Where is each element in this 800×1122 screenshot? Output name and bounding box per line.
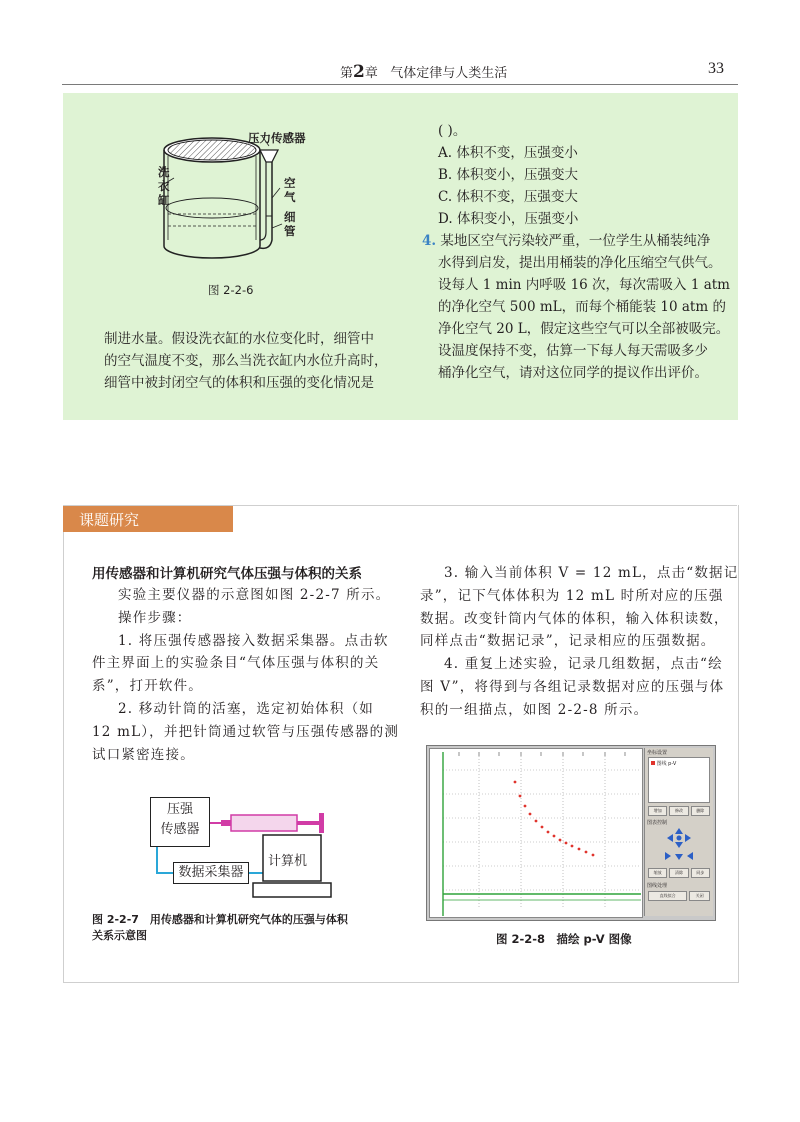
- text-line: 实验主要仪器的示意图如图 2-2-7 所示。: [118, 587, 391, 603]
- data-point: [578, 848, 581, 851]
- chapter-suffix: 章: [364, 66, 378, 81]
- caption-line: 图 2-2-7 用传感器和计算机研究气体的压强与体积: [92, 913, 348, 926]
- project-right-text: [420, 562, 738, 722]
- label-air-char: 气: [284, 190, 296, 204]
- tub-bottom: [164, 246, 260, 258]
- text-line: 操作步骤：: [118, 609, 192, 626]
- series-label: 图线 p-V: [656, 761, 677, 767]
- label-tub-char: 衣: [158, 179, 170, 193]
- box-label: 传感器: [160, 822, 200, 837]
- text-line: 某地区空气污染较严重，一位学生从桶装纯净: [440, 233, 711, 249]
- tub-lid: [168, 140, 256, 160]
- button-row-1: [648, 806, 710, 816]
- option-c: C. 体积不变，压强变大: [438, 189, 578, 205]
- caption-line: 关系示意图: [92, 929, 147, 942]
- label-tub: [158, 165, 172, 207]
- text-line: 水得到启发，提出用桶装的净化压缩空气供气。: [438, 255, 722, 271]
- caption-figure-2-2-7: [92, 912, 348, 944]
- data-collector-box: 数据采集器: [173, 862, 249, 884]
- data-point: [547, 831, 550, 834]
- figure-2-2-8-screenshot: [426, 745, 716, 921]
- arrow-down-icon[interactable]: [675, 842, 683, 848]
- series-list[interactable]: [648, 757, 710, 803]
- text-line: 的净化空气 500 mL，而每个桶能装 10 atm 的: [438, 299, 726, 315]
- syringe-plunger-head: [319, 813, 324, 833]
- arrow-up-icon[interactable]: [675, 828, 683, 834]
- thin-tube-inner: [260, 162, 266, 240]
- label-tub-char: 缸: [158, 193, 170, 207]
- leader-tube: [272, 224, 282, 228]
- data-point: [553, 835, 556, 838]
- project-title: 用传感器和计算机研究气体压强与体积的关系: [92, 566, 362, 582]
- data-point: [565, 842, 568, 845]
- text-line: 制进水量。假设洗衣缸的水位变化时，细管中: [104, 331, 374, 347]
- figure-2-2-6: [150, 128, 330, 280]
- panel-title: 坐标设置: [647, 750, 668, 756]
- syringe-plunger-rod: [297, 821, 319, 825]
- text-line: 12 mL），并把针筒通过软管与压强传感器的测: [92, 723, 400, 740]
- project-left-text: [92, 584, 399, 766]
- computer-label: 计算机: [268, 854, 308, 869]
- text-line: 图 V”，将得到与各组记录数据对应的压强与体: [420, 678, 725, 695]
- button-row-3: [648, 891, 710, 901]
- fit-line-button[interactable]: 直线拟合: [648, 891, 687, 901]
- text-line: 净化空气 20 L，假定这些空气可以全部被吸完。: [438, 321, 730, 337]
- question-3-text: [104, 328, 388, 394]
- text-line: 试口紧密连接。: [92, 746, 195, 763]
- pressure-sensor-box: [150, 797, 210, 847]
- center-icon[interactable]: [677, 836, 682, 841]
- arrow-left-icon[interactable]: [667, 834, 673, 842]
- chapter-number: 2: [353, 62, 365, 82]
- water-level: [166, 198, 258, 218]
- option-a: A. 体积不变，压强变小: [438, 145, 578, 161]
- text-line: 细管中被封闭空气的体积和压强的变化情况是: [104, 375, 374, 391]
- computer-base: [253, 883, 331, 897]
- data-point: [571, 845, 574, 848]
- pressure-sensor-icon: [260, 150, 278, 162]
- clear-button[interactable]: 清除: [669, 868, 688, 878]
- project-tab: [63, 506, 233, 532]
- text-line: 4. 重复上述实验，记录几组数据，点击“绘: [444, 656, 723, 673]
- box-label: 压强: [166, 802, 193, 817]
- caption-figure-2-2-8: 图 2-2-8 描绘 p-V 图像: [496, 932, 632, 946]
- text-line: 2. 移动针筒的活塞，选定初始体积（如: [118, 700, 374, 717]
- data-point: [541, 826, 544, 829]
- fit-icon[interactable]: [675, 854, 683, 860]
- label-thin-tube: [284, 210, 298, 238]
- data-point: [592, 854, 595, 857]
- zoom-out-icon[interactable]: [665, 852, 671, 860]
- label-tube-char: 细: [284, 210, 296, 224]
- question-3-options: [438, 120, 578, 230]
- text-line: 1. 将压强传感器接入数据采集器。点击软: [118, 632, 389, 649]
- option-d: D. 体积变小，压强变小: [438, 211, 579, 227]
- text-line: 3. 输入当前体积 V = 12 mL，点击“数据记: [444, 565, 739, 581]
- sync-button[interactable]: 同步: [691, 868, 710, 878]
- data-point: [524, 805, 527, 808]
- syringe-barrel: [231, 815, 297, 831]
- data-point: [514, 781, 517, 784]
- text-line: 同样点击“数据记录”，记录相应的压强数据。: [420, 633, 716, 650]
- data-point: [559, 839, 562, 842]
- text-line: 系”，打开软件。: [92, 678, 204, 695]
- label-tub-char: 洗: [158, 165, 170, 179]
- text-line: 桶净化空气，请对这位同学的提议作出评价。: [438, 365, 708, 381]
- label-air: [284, 176, 298, 204]
- chapter-title: 气体定律与人类生活: [390, 66, 508, 81]
- data-point: [519, 795, 522, 798]
- data-point: [585, 851, 588, 854]
- text-line: 积的一组描点，如图 2-2-8 所示。: [420, 701, 649, 718]
- scale-button[interactable]: 缩放: [648, 868, 667, 878]
- panel-bottom-title: 图线处理: [647, 883, 668, 889]
- series-item[interactable]: [649, 758, 709, 769]
- pv-plot: [429, 748, 641, 916]
- button-row-2: [648, 868, 710, 878]
- question-4-number: 4.: [422, 233, 437, 249]
- control-panel: [644, 748, 713, 916]
- answer-paren: ( )。: [438, 123, 467, 139]
- series-color-swatch: [651, 761, 655, 765]
- text-line: 的空气温度不变，那么当洗衣缸内水位升高时，: [104, 353, 388, 369]
- project-tab-label: 课题研究: [79, 511, 140, 529]
- arrow-right-icon[interactable]: [685, 834, 691, 842]
- label-air-char: 空: [284, 176, 296, 190]
- data-point: [529, 813, 532, 816]
- text-line: 件主界面上的实验条目“气体压强与体积的关: [92, 655, 380, 672]
- label-pressure-sensor: 压力传感器: [248, 131, 306, 145]
- text-line: 录”，记下气体体积为 12 mL 时所对应的压强: [420, 587, 724, 604]
- close-button[interactable]: 关闭: [689, 891, 710, 901]
- arrow-pad: [645, 826, 713, 862]
- text-line: 设每人 1 min 内呼吸 16 次，每次需吸入 1 atm: [438, 277, 730, 293]
- chapter-prefix: 第: [340, 66, 354, 81]
- chapter-header: [340, 62, 507, 82]
- question-4: [422, 230, 730, 384]
- edit-button[interactable]: 修改: [669, 806, 688, 816]
- caption-figure-2-2-6: 图 2-2-6: [208, 283, 254, 297]
- panel-mid-title: 图表控制: [647, 820, 668, 826]
- text-line: 设温度保持不变，估算一下每人每天需吸多少: [438, 343, 708, 359]
- delete-button[interactable]: 删除: [691, 806, 710, 816]
- label-tube-char: 管: [284, 224, 296, 238]
- zoom-in-icon[interactable]: [687, 852, 693, 860]
- add-button[interactable]: 增加: [648, 806, 667, 816]
- header-rule: [62, 84, 738, 85]
- syringe-tip: [221, 820, 231, 826]
- leader-air: [272, 188, 280, 198]
- data-points: [514, 781, 595, 857]
- option-b: B. 体积变小，压强变大: [438, 167, 579, 183]
- data-point: [535, 820, 538, 823]
- page-number: 33: [708, 60, 724, 77]
- text-line: 数据。改变针筒内气体的体积，输入体积读数，: [420, 610, 729, 627]
